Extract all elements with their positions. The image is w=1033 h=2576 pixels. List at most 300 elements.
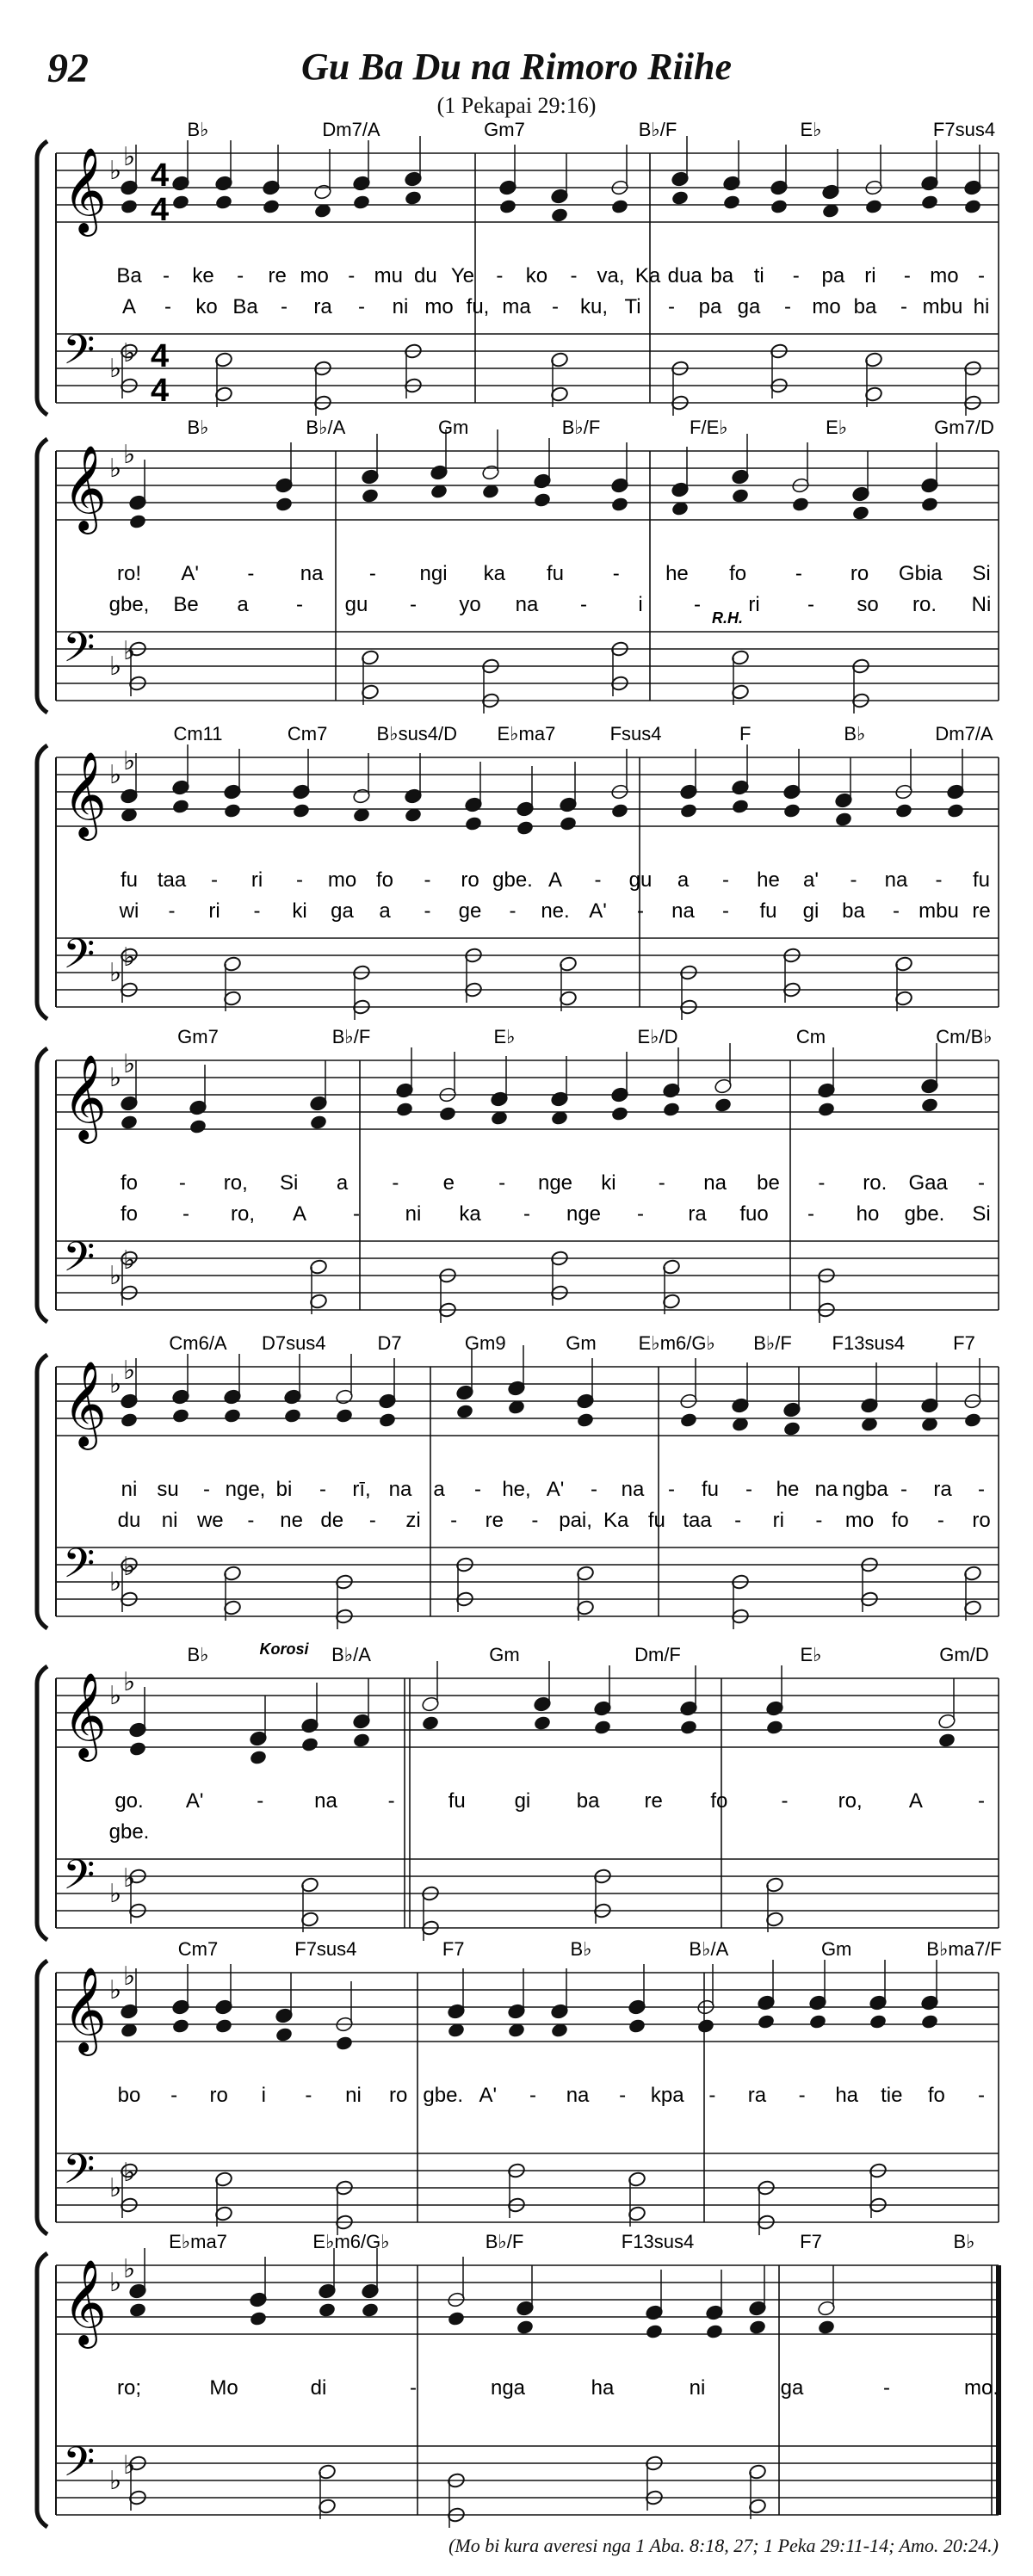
chord-symbol: F [739,723,752,744]
lyric-syllable: - [368,562,376,585]
lyric-syllable: su [157,1478,179,1501]
note-head [171,2017,190,2034]
lyric-syllable: ne [280,1509,303,1532]
lyric-syllable: A [121,295,137,318]
lyric-syllable: - [247,562,255,585]
flat-icon: ♭ [123,1356,136,1386]
lyric-syllable: gbe. [423,2084,464,2107]
treble-clef-icon: 𝄞 [63,1967,107,2053]
lyric-syllable: ke [192,264,214,287]
lyric-syllable: - [798,2084,806,2107]
lyric-syllable: - [795,562,802,585]
lyric-syllable: - [850,868,857,892]
lyric-syllable: ga [331,899,354,923]
lyric-syllable: ha [835,2084,859,2107]
chord-symbol: B♭sus4/D [376,723,458,744]
lyric-syllable: fu [972,868,991,892]
note-head [438,1105,457,1121]
note-head [946,802,965,819]
lyric-syllable: ro, [230,1202,256,1226]
hymn-title: Gu Ba Du na Rimoro Riihe [300,46,733,88]
lyric-syllable: Mo [209,2376,238,2400]
lyric-syllable: mbu [922,295,963,318]
lyric-syllable: - [722,868,729,892]
note-head [352,194,371,210]
lyric-syllable: ro [388,2084,408,2107]
lyric-syllable: fu, [466,295,490,318]
lyric-syllable: dua [667,264,702,287]
lyric-syllable: mo [300,264,329,287]
lyric-syllable: na [884,868,908,892]
lyric-syllable: - [474,1478,481,1501]
lyric-syllable: yo [459,593,481,616]
lyric-syllable: - [305,2084,312,2107]
lyric-syllable: - [694,593,701,616]
lyric-syllable: - [253,899,261,923]
lyric-syllable: gbe. [108,1820,150,1844]
note-head [731,798,750,814]
chord-symbol: E♭ [826,417,848,438]
flat-icon: ♭ [109,1567,122,1597]
chord-symbol: Cm11 [173,723,223,744]
lyric-syllable: fu [448,1789,466,1813]
lyric-syllable: ko [195,295,218,318]
system-bracket [37,439,47,713]
lyric-syllable: he [776,1478,800,1501]
lyric-syllable: - [296,593,303,616]
lyric-syllable: - [708,2084,716,2107]
chord-symbol: F13sus4 [621,2231,695,2252]
lyric-syllable: gu [628,868,653,892]
lyric-syllable: nge, [225,1478,266,1501]
lyric-syllable: - [523,1202,530,1226]
lyric-syllable: fo [729,562,747,585]
note-head [770,198,789,214]
flat-icon: ♭ [109,760,122,790]
flat-icon: ♭ [109,652,122,682]
chord-symbol: F7 [800,2231,822,2252]
system-3 [37,723,999,1020]
chord-symbol: B♭/A [689,1938,729,1960]
chord-symbol: Gm/D [939,1644,989,1665]
lyric-syllable: ga [737,295,761,318]
note-head [714,1096,733,1113]
lyric-syllable: - [531,1509,539,1532]
lyric-syllable: mbu [919,899,959,923]
system-bracket [37,1355,47,1628]
lyric-syllable: - [164,295,171,318]
lyric-syllable: - [580,593,587,616]
lyric-syllable: fo [120,1171,139,1195]
lyric-syllable: a [237,593,249,616]
lyric-syllable: - [498,1171,506,1195]
lyric-syllable: na [621,1478,645,1501]
lyric-syllable: ku, [579,295,609,318]
lyric-syllable: tie [881,2084,903,2107]
system-bracket [37,1961,47,2234]
bass-clef-icon: 𝄢 [63,2145,96,2203]
chord-symbol: Dm7/A [322,119,380,140]
chord-symbol: F7 [953,1332,975,1354]
lyric-syllable: ri [208,899,220,923]
lyric-syllable: - [637,899,644,923]
lyric-syllable: na [388,1478,412,1501]
lyric-syllable: Si [279,1171,299,1195]
lyric-syllable: a' [803,868,819,892]
note-head [171,194,190,210]
lyric-syllable: ro, [838,1789,863,1813]
lyric-syllable: na [515,593,539,616]
note-head [963,198,982,214]
lyric-syllable: - [900,295,907,318]
lyric-syllable: fo [120,1202,139,1226]
lyric-syllable: na [566,2084,590,2107]
chord-symbol: E♭/D [637,1026,678,1047]
lyric-syllable: ha [591,2376,615,2400]
lyric-syllable: ra [933,1478,952,1501]
note-head [920,496,939,512]
lyric-syllable: va, [597,264,625,287]
note-head [628,2017,646,2034]
note-head [275,496,294,512]
lyric-syllable: ba [853,295,877,318]
flat-icon: ♭ [123,1552,136,1582]
chord-symbol: E♭ma7 [169,2231,227,2252]
lyric-syllable: - [450,1509,458,1532]
lyric-syllable: i [261,2084,266,2107]
lyric-syllable: ni [689,2376,706,2400]
bass-clef-icon: 𝄢 [63,930,96,988]
lyric-syllable: mo. [963,2376,999,2400]
chord-symbol: B♭ [844,723,866,744]
note-head [361,2301,380,2318]
lyric-syllable: wi [119,899,139,923]
lyric-syllable: - [978,264,985,287]
lyric-syllable: kpa [650,2084,684,2107]
lyric-syllable: be [757,1171,780,1195]
system-bracket [37,745,47,1019]
lyric-syllable: - [509,899,516,923]
note-head [421,1714,440,1731]
lyric-syllable: mo [844,1509,875,1532]
note-head [791,496,810,512]
lyric-syllable: ba [710,264,734,287]
note-head [283,1407,302,1424]
lyric-syllable: mo [327,868,357,892]
chord-symbol: B♭ [953,2231,975,2252]
lyric-syllable: - [978,1171,985,1195]
note-head [757,2013,776,2029]
lyric-syllable: ko [525,264,548,287]
chord-symbol: B♭/F [485,2231,524,2252]
lyric-syllable: Gbia [898,562,943,585]
lyric-syllable: i [638,593,643,616]
flat-icon: ♭ [123,1245,136,1276]
lyric-syllable: ra [688,1202,707,1226]
lyric-syllable: - [668,295,675,318]
lyric-syllable: - [937,1509,944,1532]
chord-symbol: Gm7 [177,1026,219,1047]
note-head [335,2035,354,2051]
lyric-syllable: na [314,1789,337,1813]
note-head [748,2319,767,2335]
lyric-syllable: re [268,264,287,287]
lyric-syllable: Ka [603,1509,629,1532]
lyric-syllable: rī, [352,1478,371,1501]
note-head [214,194,233,210]
system-2 [37,417,999,713]
lyric-syllable: ro! [116,562,142,585]
flat-icon: ♭ [123,1961,136,1992]
flat-icon: ♭ [109,1975,122,2005]
lyric-syllable: ki [292,899,307,923]
note-head [352,1732,371,1748]
note-head [171,798,190,814]
lyric-syllable: ki [601,1171,616,1195]
note-head [516,2319,535,2335]
flat-icon: ♭ [123,636,136,666]
chord-symbol: B♭ [187,119,209,140]
lyric-syllable: - [178,1171,186,1195]
note-head [705,2323,724,2339]
note-head [765,1719,784,1735]
chord-symbol: Cm7 [177,1938,219,1960]
chord-symbol: Fsus4 [609,723,662,744]
lyric-syllable: mu [374,264,403,287]
system-6 [37,1640,999,1941]
chord-symbol: B♭/A [306,417,346,438]
lyric-syllable: a [336,1171,349,1195]
note-head [662,1101,681,1117]
flat-icon: ♭ [109,1063,122,1093]
chord-symbol: D7sus4 [261,1332,326,1354]
system-7 [37,1938,1002,2235]
note-head [851,504,870,521]
bass-clef-icon: 𝄢 [63,325,96,384]
note-head [782,802,801,819]
note-head [610,198,629,214]
lyric-syllable: - [552,295,559,318]
note-head [120,1114,139,1130]
lyric-syllable: - [203,1478,210,1501]
note-head [894,802,913,819]
lyric-syllable: - [893,899,900,923]
note-head [223,802,242,819]
lyric-syllable: ro, [223,1171,248,1195]
lyric-syllable: Si [972,1202,991,1226]
lyric-syllable: - [903,264,911,287]
bass-clef-icon: 𝄢 [63,2437,96,2496]
lyric-syllable: ra [747,2084,767,2107]
lyric-syllable: - [496,264,504,287]
lyric-syllable: A' [546,1478,565,1501]
lyric-syllable: ro. [863,1171,888,1195]
chord-symbol: B♭/F [331,1026,371,1047]
lyric-syllable: ro; [116,2376,142,2400]
lyric-syllable: A [908,1789,923,1813]
lyric-syllable: na [814,1478,838,1501]
lyric-syllable: - [668,1478,675,1501]
lyric-syllable: ni [345,2084,362,2107]
lyric-syllable: - [170,2084,178,2107]
lyric-syllable: taa [157,868,187,892]
lyric-syllable: - [257,1789,264,1813]
lyric-syllable: Ba [232,295,258,318]
lyric-syllable: gu [344,593,368,616]
lyric-syllable: na [300,562,324,585]
chord-symbol: B♭/F [561,417,601,438]
note-head [696,2017,715,2034]
lyric-syllable: - [410,593,417,616]
chord-symbol: B♭ [570,1938,592,1960]
flat-icon: ♭ [123,746,136,776]
lyric-syllable: A' [185,1789,204,1813]
lyric-syllable: - [781,1789,789,1813]
note-head [834,811,853,827]
note-head [223,1407,242,1424]
chord-symbol: B♭/F [753,1332,792,1354]
flat-icon: ♭ [123,942,136,973]
lyric-syllable: - [368,1509,376,1532]
lyric-syllable: fu [546,562,565,585]
lyric-syllable: pa [698,295,722,318]
lyric-syllable: fu [120,868,139,892]
chord-symbol: E♭ [800,119,822,140]
note-head [447,2310,466,2326]
chord-symbol: B♭ma7/F [926,1938,1002,1960]
system-1 [37,119,999,416]
lyric-syllable: - [734,1509,742,1532]
note-head [610,1105,629,1121]
chord-symbol: F7sus4 [294,1938,357,1960]
lyric-syllable: ni [392,295,409,318]
flat-icon: ♭ [109,1369,122,1399]
note-head [120,198,139,214]
lyric-syllable: - [296,868,303,892]
note-head [292,802,311,819]
chord-symbol: Cm7 [287,723,328,744]
note-head [171,1407,190,1424]
flat-icon: ♭ [109,2268,122,2298]
system-bracket [37,1048,47,1322]
treble-clef-icon: 𝄞 [63,751,107,837]
lyric-syllable: gi [802,899,820,923]
flat-icon: ♭ [123,1049,136,1079]
chord-symbol: E♭ma7 [497,723,556,744]
lyric-syllable: - [211,868,218,892]
lyric-syllable: ne. [541,899,570,923]
lyric-syllable: Ka [634,264,661,287]
time-signature: 4 [151,158,170,194]
lyric-syllable: gbe. [492,868,533,892]
lyric-syllable: a [433,1478,445,1501]
chord-symbol: B♭ [187,1644,209,1665]
note-head [318,2301,337,2318]
note-head [645,2323,664,2339]
bass-clef-icon: 𝄢 [63,1232,96,1291]
chord-symbol: B♭/A [331,1644,371,1665]
lyric-syllable: ro [209,2084,228,2107]
lyric-syllable: - [281,295,288,318]
lyric-syllable: - [424,899,431,923]
lyric-syllable: ge [458,899,482,923]
note-head [722,194,741,210]
lyric-syllable: he [665,562,689,585]
lyric-syllable: nge [537,1171,573,1195]
flat-icon: ♭ [109,2466,122,2496]
lyric-syllable: - [745,1478,752,1501]
lyric-syllable: gbe. [904,1202,945,1226]
annotation-korosi: Korosi [259,1640,309,1658]
lyric-syllable: nge [566,1202,602,1226]
note-head [533,491,552,508]
lyric-syllable: hi [973,295,990,318]
note-head [214,2017,233,2034]
annotation-rh: R.H. [712,609,743,627]
lyric-syllable: - [900,1478,907,1501]
lyric-syllable: fo [710,1789,728,1813]
flat-icon: ♭ [123,142,136,172]
chord-symbol: Gm9 [464,1332,506,1354]
lyric-syllable: Si [972,562,991,585]
lyric-syllable: go. [114,1789,144,1813]
note-head [963,1412,982,1428]
note-head [378,1412,397,1428]
chord-symbol: F7sus4 [932,119,996,140]
chord-symbol: Dm7/A [935,723,993,744]
note-head [361,487,380,503]
lyric-syllable: ra [313,295,332,318]
note-head [464,815,483,831]
system-8 [37,2231,999,2528]
lyric-syllable: - [807,1202,814,1226]
flat-icon: ♭ [123,1863,136,1893]
time-signature: 4 [151,192,170,228]
lyric-syllable: - [818,1171,826,1195]
note-head [817,2319,836,2335]
system-bracket [37,1666,47,1940]
lyric-syllable: ro [461,868,479,892]
lyric-syllable: - [978,1478,985,1501]
system-5 [37,1332,999,1629]
lyric-syllable: pa [821,264,845,287]
note-head [300,1736,319,1752]
chord-symbol: Gm [437,417,469,438]
lyric-syllable: - [570,264,578,287]
note-head [275,2026,294,2042]
flat-icon: ♭ [109,958,122,988]
lyric-syllable: - [591,1478,597,1501]
flat-icon: ♭ [109,454,122,484]
note-head [128,1740,147,1757]
note-head [782,1420,801,1436]
lyric-syllable: fu [759,899,777,923]
note-head [533,1714,552,1731]
chord-symbol: Gm7 [484,119,525,140]
lyric-syllable: - [978,1789,985,1813]
lyric-syllable: mo [812,295,841,318]
lyric-syllable: ro. [912,593,937,616]
lyric-syllable: ba [576,1789,600,1813]
footer-reference: (Mo bi kura averesi nga 1 Aba. 8:18, 27; 1 Peka 29:11-14; Amo. 20:24.) [448,2535,999,2556]
lyric-syllable: - [883,2376,890,2400]
note-head [808,2013,827,2029]
lyric-syllable: - [168,899,176,923]
lyric-syllable: - [784,295,791,318]
lyric-syllable: bo [117,2084,141,2107]
note-head [920,2013,939,2029]
system-bracket [37,141,47,415]
